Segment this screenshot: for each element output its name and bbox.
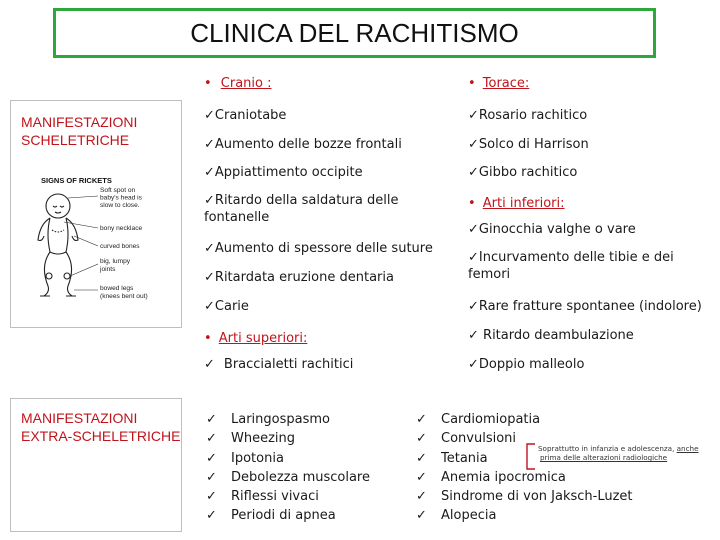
note-bracket [522,442,538,472]
figure-label-bony-necklace: bony necklace [100,225,143,232]
rickets-figure [24,172,164,322]
arti-superiori-heading: • Arti superiori: [204,331,308,346]
cranio-item-eruzione: ✓Ritardata eruzione dentaria [204,270,394,285]
cranio-item-bozze: ✓Aumento delle bozze frontali [204,137,402,152]
list-item: Tetania [441,450,488,466]
cranio-item-carie: ✓Carie [204,299,249,314]
list-item: Alopecia [441,508,497,524]
list-item: Ipotonia [231,450,284,466]
arti-inf-item-ginocchia: ✓Ginocchia valghe o vare [468,222,636,237]
cranio-item-craniotabe: ✓Craniotabe [204,108,287,123]
figure-label-soft-spot: Soft spot on baby's head is slow to close. [100,187,142,209]
extra-right-checks: ✓ ✓ ✓ ✓ ✓ ✓ [416,412,427,524]
baby-drawing [38,194,78,296]
extra-left-checks: ✓ ✓ ✓ ✓ ✓ ✓ [206,412,217,524]
list-item: Sindrome di von Jaksch-Luzet [441,489,633,505]
list-item: Riflessi vivaci [231,489,319,505]
list-item: Cardiomiopatia [441,412,541,427]
figure-label-curved-bones: curved bones [100,243,140,250]
figure-label-lumpy-joints: big, lumpy joints [100,258,131,273]
arti-inf-item-deambulazione: ✓ Ritardo deambulazione [468,328,634,343]
list-item: Laringospasmo [231,412,330,427]
torace-item-rosario: ✓Rosario rachitico [468,108,588,123]
list-item: Wheezing [231,431,296,447]
figure-label-bowed-legs: bowed legs (knees bent out) [100,285,148,300]
extra-left-list [231,410,370,526]
list-item: Anemia ipocromica [441,469,566,485]
cranio-item-suture: ✓Aumento di spessore delle suture [204,241,433,256]
list-item: Debolezza muscolare [231,469,370,485]
cranio-item-fontanelle: ✓Ritardo della saldatura delle fontanelle [204,193,399,225]
arti-inf-item-incurvamento: ✓Incurvamento delle tibie e dei femori [468,250,674,282]
cranio-heading: • Cranio : [204,76,272,91]
note-text: Soprattutto in infanzia e adolescenza, anche prima delle alterazioni radiologiche [538,444,699,462]
arti-sup-item-braccialetti: ✓ Braccialetti rachitici [204,357,354,372]
torace-item-harrison: ✓Solco di Harrison [468,137,589,152]
arti-inf-item-malleolo: ✓Doppio malleolo [468,357,585,372]
figure-heading: SIGNS OF RICKETS [41,176,112,185]
list-item: Periodi di apnea [231,508,336,524]
list-item: Convulsioni [441,431,517,447]
extra-skeletal-label: MANIFESTAZIONI EXTRA-SCHELETRICHE [21,410,181,444]
arti-inferiori-heading: • Arti inferiori: [468,196,565,211]
arti-inf-item-fratture: ✓Rare fratture spontanee (indolore) [468,299,702,314]
skeletal-label: MANIFESTAZIONI SCHELETRICHE [21,114,138,148]
torace-heading: • Torace: [468,76,530,91]
cranio-item-occipite: ✓Appiattimento occipite [204,165,363,180]
torace-item-gibbo: ✓Gibbo rachitico [468,165,578,180]
page-title: CLINICA DEL RACHITISMO [190,17,519,48]
